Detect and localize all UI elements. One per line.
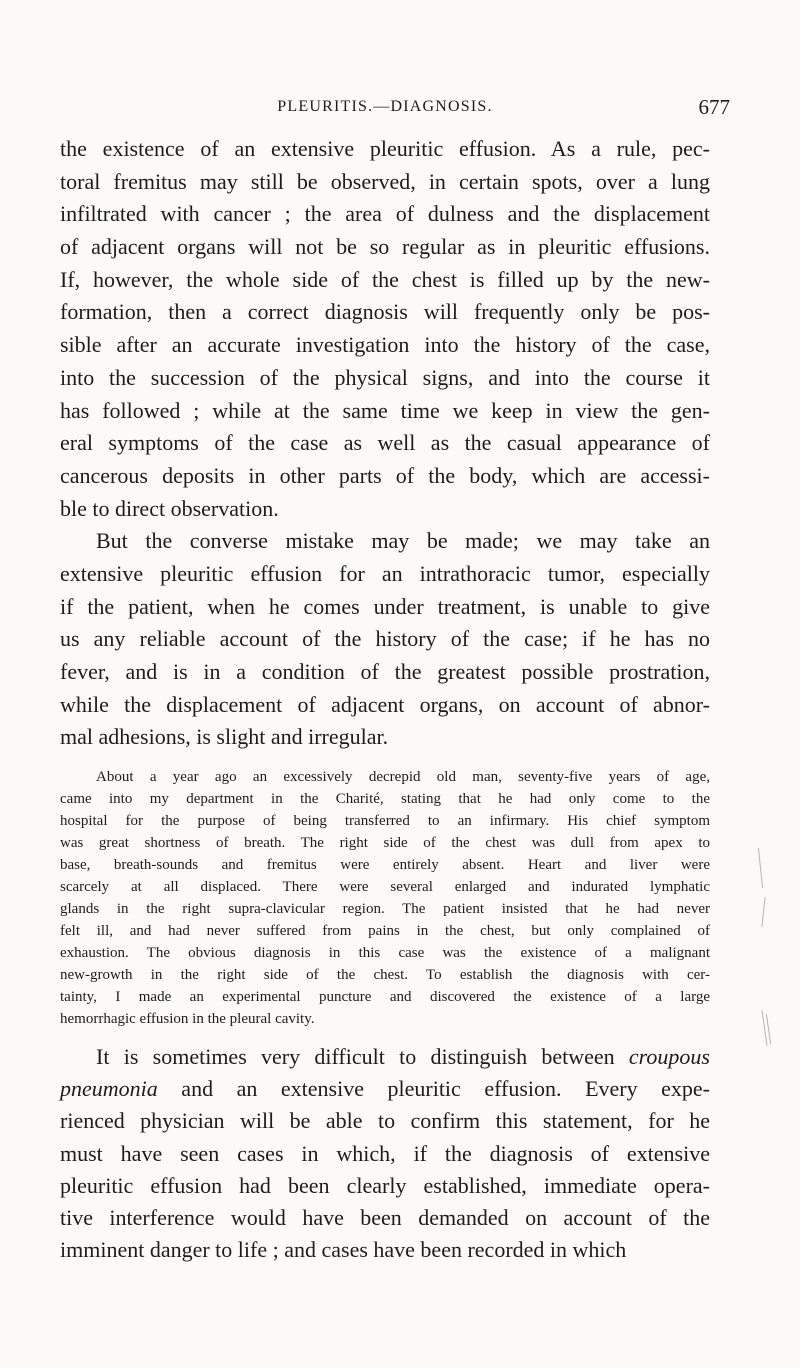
text-line: ble to direct observation. xyxy=(60,495,279,521)
running-head xyxy=(60,95,730,119)
text-line: the existence of an extensive pleuritic effusion. As a rule, pec- xyxy=(60,136,710,161)
page-number: 677 xyxy=(698,95,730,119)
case-report xyxy=(60,766,710,1030)
text-line: infiltrated with cancer ; the area of dulness and the displacement xyxy=(60,201,710,227)
text-line: if the patient, when he comes under treatment, is unable to give xyxy=(60,593,710,619)
text-line: scarcely at all displaced. There were several enlarged and indurated lymphatic xyxy=(60,879,710,896)
paragraph-2 xyxy=(60,525,710,754)
text-run: It is sometimes very difficult to distinguish between xyxy=(96,1044,629,1070)
text-line xyxy=(60,1073,710,1105)
paragraph-3 xyxy=(60,1041,710,1266)
margin-mark xyxy=(758,848,763,888)
text-line: glands in the right supra-clavicular region. The patient insisted that he had never xyxy=(60,901,710,918)
text-line: About a year ago an excessively decrepid old man, seventy-five years of age, xyxy=(96,769,710,786)
body-text xyxy=(60,133,710,1266)
text-line: formation, then a correct diagnosis will frequently only be pos- xyxy=(60,299,710,325)
text-line: cancerous deposits in other parts of the body, which are accessi- xyxy=(60,462,710,488)
text-line: came into my department in the Charité, stating that he had only come to the xyxy=(60,791,710,808)
italic-term: pneumonia xyxy=(60,1076,158,1102)
text-line: while the displacement of adjacent organs, on account of abnor- xyxy=(60,691,710,717)
text-line: rienced physician will be able to confirm this statement, for he xyxy=(60,1108,710,1134)
text-run: and an extensive pleuritic effusion. Every expe- xyxy=(157,1076,710,1102)
text-line: fever, and is in a condition of the greatest possible prostration, xyxy=(60,659,710,684)
margin-mark xyxy=(761,897,765,927)
text-line xyxy=(60,1041,710,1073)
paragraph-1 xyxy=(60,133,710,525)
text-line: If, however, the whole side of the chest is filled up by the new- xyxy=(60,266,710,292)
text-line: sible after an accurate investigation into the history of the case, xyxy=(60,332,710,358)
text-line: felt ill, and had never suffered from pains in the chest, but only complained of xyxy=(60,923,710,940)
text-line: us any reliable account of the history of the case; if he has no xyxy=(60,626,710,652)
text-line: hemorrhagic effusion in the pleural cavity. xyxy=(60,1011,315,1028)
text-line: eral symptoms of the case as well as the casual appearance of xyxy=(60,430,710,456)
italic-term: croupous xyxy=(628,1044,710,1070)
text-line: exhaustion. The obvious diagnosis in this case was the existence of a malignant xyxy=(60,945,710,962)
text-line: into the succession of the physical signs, and into the course it xyxy=(60,364,710,390)
text-line: has followed ; while at the same time we keep in view the gen- xyxy=(60,397,710,423)
text-line: of adjacent organs will not be so regular as in pleuritic effusions. xyxy=(60,234,710,260)
text-line: hospital for the purpose of being transferred to an infirmary. His chief symptom xyxy=(60,813,710,830)
text-line: But the converse mistake may be made; we may take an xyxy=(96,528,710,554)
running-title: PLEURITIS.—DIAGNOSIS. xyxy=(277,98,493,115)
text-line: mal adhesions, is slight and irregular. xyxy=(60,724,389,750)
text-line: toral fremitus may still be observed, in certain spots, over a lung xyxy=(60,168,710,194)
text-line: imminent danger to life ; and cases have been recorded in which xyxy=(60,1237,627,1263)
text-line: pleuritic effusion had been clearly established, immediate opera- xyxy=(60,1172,710,1198)
text-line: new-growth in the right side of the chest. To establish the diagnosis with cer- xyxy=(60,967,710,984)
text-line: extensive pleuritic effusion for an intrathoracic tumor, especially xyxy=(60,560,710,586)
text-line: tainty, I made an experimental puncture and discovered the existence of a large xyxy=(60,989,710,1006)
text-line: must have seen cases in which, if the diagnosis of extensive xyxy=(60,1140,710,1166)
text-line: was great shortness of breath. The right side of the chest was dull from apex to xyxy=(60,835,710,852)
text-line: tive interference would have been demanded on account of the xyxy=(60,1205,710,1230)
text-line: base, breath-sounds and fremitus were entirely absent. Heart and liver were xyxy=(60,857,710,874)
